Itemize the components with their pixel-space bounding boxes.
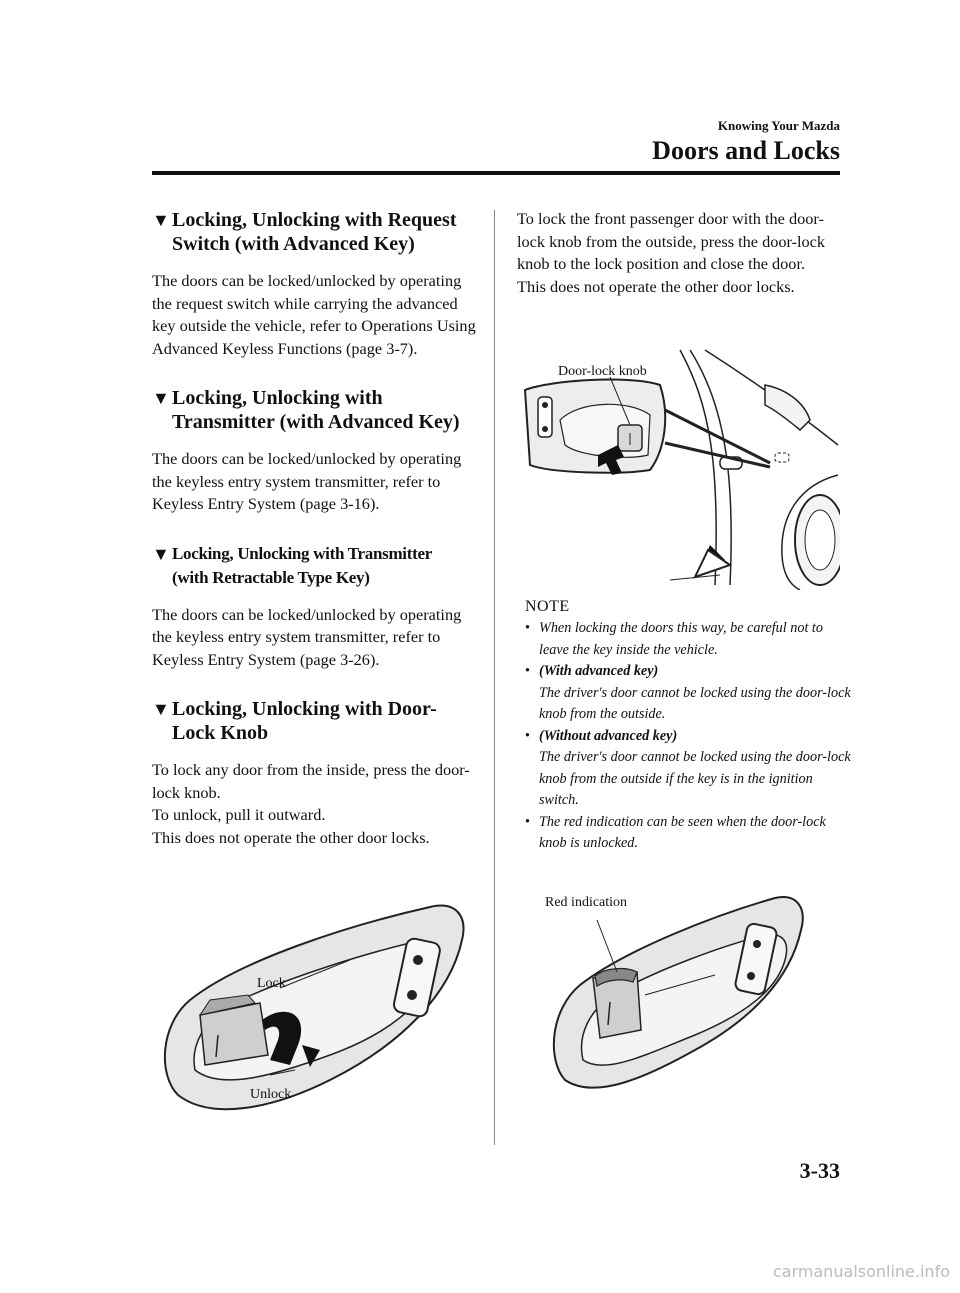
note-heading: NOTE xyxy=(525,598,570,615)
triangle-marker-icon: ▼ xyxy=(152,699,170,719)
section-heading-transmitter-retractable: ▼ Locking, Unlocking with Transmitter (with Retractable Type Key) xyxy=(152,543,432,587)
section-body-transmitter-advanced: The doors can be locked/unlocked by operating the keyless entry system transmitter, refer to Keyless Entry System (page 3-16). xyxy=(152,449,462,513)
page-number: 3-33 xyxy=(799,1158,840,1183)
bullet-icon: • xyxy=(525,663,530,679)
section-heading-transmitter-advanced: ▼ Locking, Unlocking with Transmitter (with Advanced Key) xyxy=(152,387,460,433)
header-section: Knowing Your Mazda xyxy=(717,118,840,133)
door-handle-illustration xyxy=(150,895,470,1130)
right-body-text: This does not operate the other door locks. xyxy=(517,276,795,296)
figure-inside-door-handle xyxy=(150,895,470,1130)
figure-outside-door xyxy=(520,345,840,590)
car-door-illustration xyxy=(520,345,840,590)
label-door-lock-knob: Door-lock knob xyxy=(558,364,647,379)
triangle-marker-icon: ▼ xyxy=(152,210,170,230)
note-list xyxy=(525,618,855,855)
section-body-line: To lock any door from the inside, press the door-lock knob. xyxy=(152,760,470,802)
right-column xyxy=(517,208,847,298)
note-item: • (Without advanced key) The driver's door cannot be locked using the door-lock knob from the outside if the key is in the ignition switch. xyxy=(525,727,851,808)
section-heading-door-lock-knob: ▼ Locking, Unlocking with Door- Lock Knob xyxy=(152,698,437,744)
note-item: • (With advanced key) The driver's door cannot be locked using the door-lock knob from the outside. xyxy=(525,663,851,722)
red-indication-illustration xyxy=(545,890,805,1105)
page-title: Doors and Locks xyxy=(652,136,840,165)
note-item: • When locking the doors this way, be careful not to leave the key inside the vehicle. xyxy=(525,620,823,658)
triangle-marker-icon: ▼ xyxy=(152,388,170,408)
header-rule xyxy=(152,171,840,175)
label-unlock: Unlock xyxy=(250,1087,292,1102)
watermark: carmanualsonline.info xyxy=(772,1262,950,1281)
section-body-transmitter-retractable: The doors can be locked/unlocked by operating the keyless entry system transmitter, refer to Keyless Entry System (page 3-26). xyxy=(152,604,462,669)
right-body-text: To lock the front passenger door with the door-lock knob from the outside, press the door-lock knob to the lock position and close the door. xyxy=(517,209,826,273)
bullet-icon: • xyxy=(525,813,530,830)
left-column xyxy=(152,208,477,849)
section-body-line: To unlock, pull it outward. xyxy=(152,805,326,824)
column-divider xyxy=(494,210,495,1145)
note-block xyxy=(525,586,855,855)
section-body-line: This does not operate the other door locks. xyxy=(152,827,430,847)
section-heading-request-switch: ▼ Locking, Unlocking with Request Switch (with Advanced Key) xyxy=(152,209,457,255)
label-lock: Lock xyxy=(257,976,286,991)
section-body-request-switch: The doors can be locked/unlocked by operating the request switch while carrying the advanced key outside the vehicle, refer to Operations Using Advanced Keyless Functions (page 3-7). xyxy=(152,271,476,358)
triangle-marker-icon: ▼ xyxy=(152,543,170,564)
figure-red-indication xyxy=(545,890,805,1105)
bullet-icon: • xyxy=(525,620,530,636)
label-red-indication: Red indication xyxy=(545,895,628,910)
note-item: • The red indication can be seen when the door-lock knob is unlocked. xyxy=(525,813,826,851)
bullet-icon: • xyxy=(525,727,530,744)
